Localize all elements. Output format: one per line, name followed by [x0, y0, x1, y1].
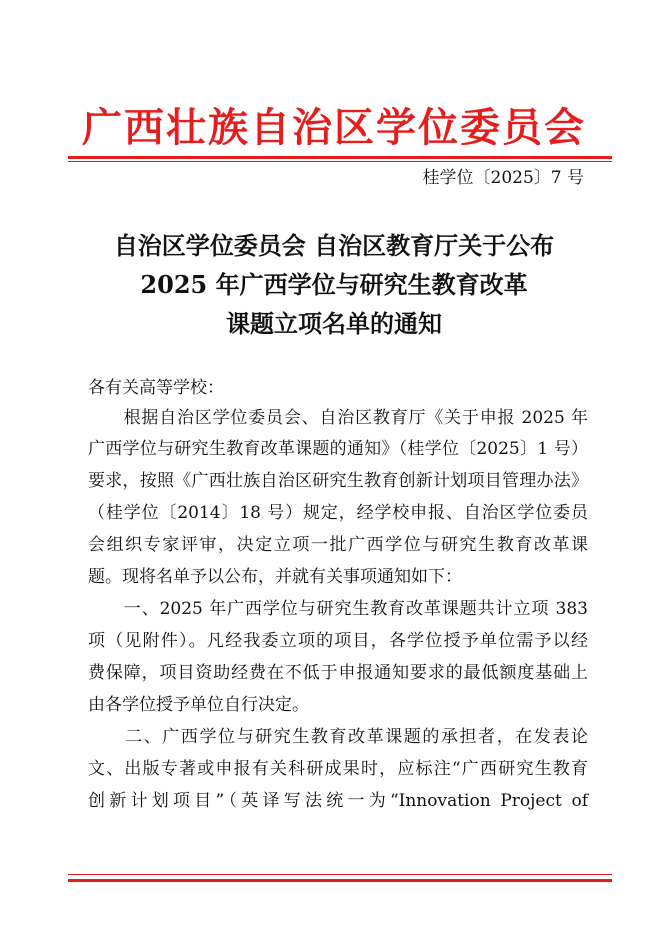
paragraph-2-line-1: 一、2025 年广西学位与研究生教育改革课题共计立项 383	[88, 599, 588, 619]
paragraph-1-line-2: 广西学位与研究生教育改革课题的通知》（桂学位〔2025〕1 号）	[88, 439, 588, 459]
paragraph-3-line-3: 创新计划项目”（英译写法统一为“Innovation Project of	[88, 791, 588, 811]
issuer-header: 广西壮族自治区学位委员会	[82, 104, 586, 151]
notice-title-line-3: 课题立项名单的通知	[226, 309, 442, 338]
paragraph-3-line-1: 二、广西学位与研究生教育改革课题的承担者，在发表论	[88, 727, 588, 747]
paragraph-1-line-6: 题。现将名单予以公布，并就有关事项通知如下：	[88, 567, 462, 587]
notice-title-line-2: 2025 年广西学位与研究生教育改革	[140, 270, 528, 299]
header-rule-thin	[68, 161, 612, 162]
notice-title-line-1: 自治区学位委员会 自治区教育厅关于公布	[113, 231, 555, 260]
paragraph-1-line-1: 根据自治区学位委员会、自治区教育厅《关于申报 2025 年	[88, 408, 588, 428]
footer-rule-thin	[68, 874, 612, 875]
paragraph-1-line-4: （桂学位〔2014〕18 号）规定，经学校申报、自治区学位委员	[88, 503, 588, 523]
paragraph-2-line-3: 费保障，项目资助经费在不低于申报通知要求的最低额度基础上	[88, 663, 588, 683]
paragraph-2-line-4: 由各学位授予单位自行决定。	[88, 695, 309, 715]
document-number: 桂学位〔2025〕7 号	[422, 168, 584, 188]
paragraph-1-line-3: 要求，按照《广西壮族自治区研究生教育创新计划项目管理办法》	[88, 471, 588, 491]
paragraph-1-line-5: 会组织专家评审，决定立项一批广西学位与研究生教育改革课	[88, 535, 588, 555]
footer-rule-thick	[68, 879, 612, 882]
salutation: 各有关高等学校：	[88, 378, 224, 398]
header-rule-thick	[68, 156, 612, 159]
paragraph-3-line-2: 文、出版专著或申报有关科研成果时，应标注“广西研究生教育	[88, 759, 588, 779]
paragraph-2-line-2: 项（见附件）。凡经我委立项的项目，各学位授予单位需予以经	[88, 631, 588, 651]
